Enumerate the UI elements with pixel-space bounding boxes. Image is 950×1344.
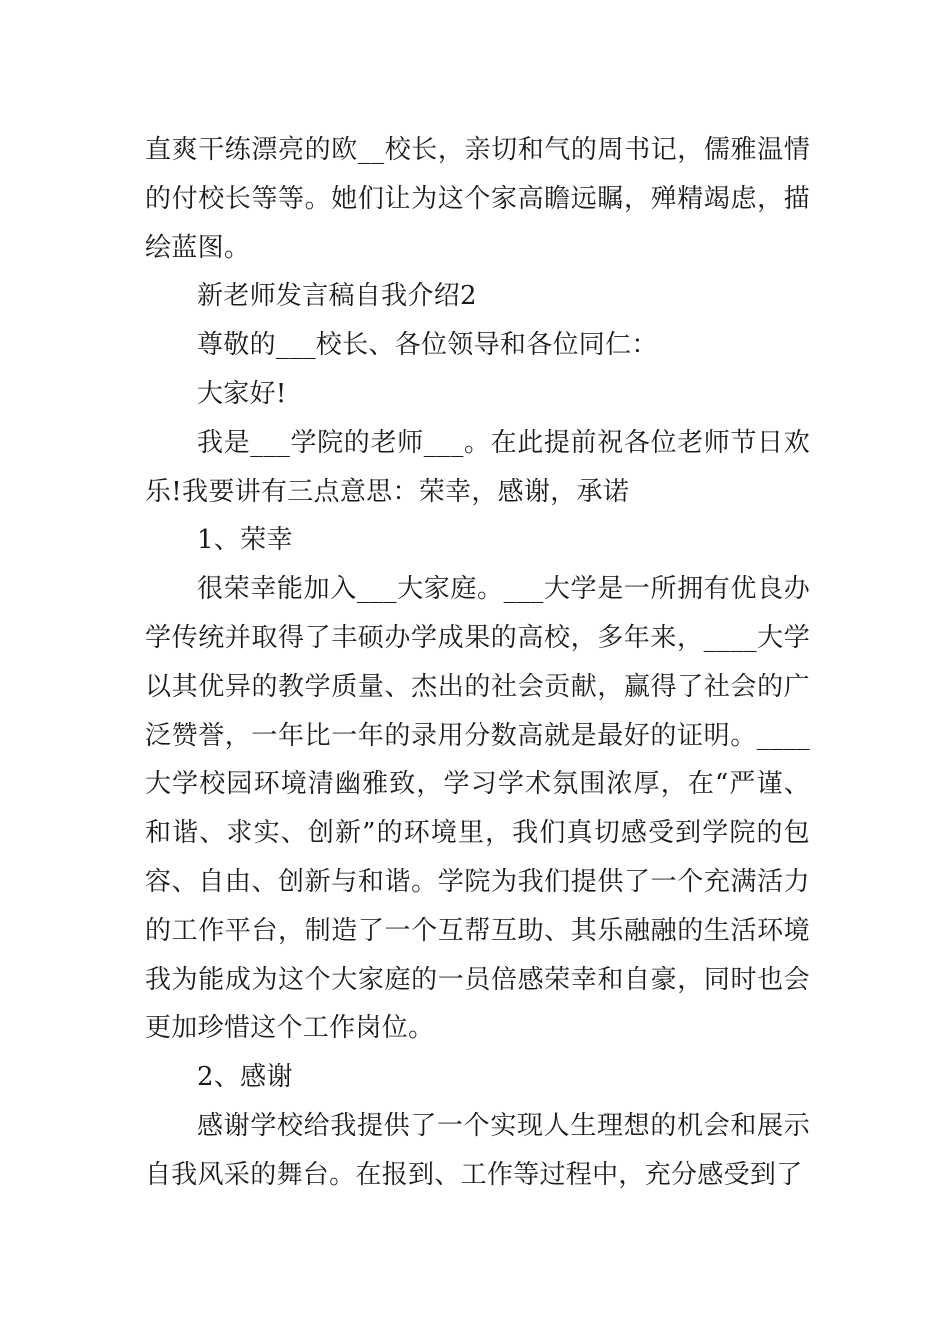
section-heading-2: 新老师发言稿自我介绍2 [197, 281, 477, 312]
intro-paragraph: 我是___学院的老师___。在此提前祝各位老师节日欢乐!我要讲有三点意思：荣幸，感谢，承诺 [145, 427, 810, 507]
honor-paragraph: 很荣幸能加入___大家庭。___大学是一所拥有优良办学传统并取得了丰硕办学成果的高校，多年来，____大学以其优异的教学质量、杰出的社会贡献，赢得了社会的广泛赞誉，一年比一年的录用分数高就是最好的证明。____大学校园环境清幽雅致，学习学术氛围浓厚，在“严谨、和谐、求实、创新”的环境里，我们真切感受到学院的包容、自由、创新与和谐。学院为我们提供了一个充满活力的工作平台，制造了一个互帮互助、其乐融融的生活环境我为能成为这个大家庭的一员倍感荣幸和自豪，同时也会更加珍惜这个工作岗位。 [145, 574, 810, 1044]
point-heading-thanks: 2、感谢 [197, 1062, 293, 1093]
document-body [145, 126, 810, 1200]
point-heading-honor: 1、荣幸 [197, 525, 293, 556]
paragraph-1: 直爽干练漂亮的欧__校长，亲切和气的周书记，儒雅温情的付校长等等。她们让为这个家高瞻远瞩，殚精竭虑，描绘蓝图。 [145, 135, 810, 263]
salutation: 尊敬的___校长、各位领导和各位同仁： [197, 330, 658, 361]
thanks-paragraph: 感谢学校给我提供了一个实现人生理想的机会和展示自我风采的舞台。在报到、工作等过程中，充分感受到了 [145, 1110, 810, 1190]
greeting: 大家好! [197, 378, 287, 409]
